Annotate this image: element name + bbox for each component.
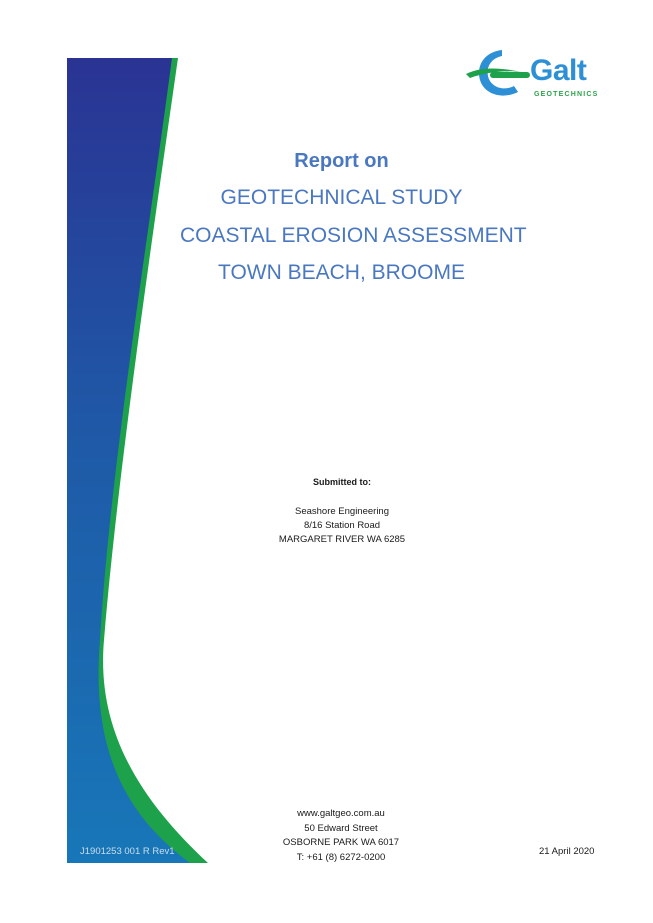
- company-phone: T: +61 (8) 6272-0200: [296, 851, 386, 863]
- title-line-2: COASTAL EROSION ASSESSMENT: [180, 224, 527, 247]
- company-contact-block: [238, 807, 444, 865]
- recipient-locality: MARGARET RIVER WA 6285: [278, 534, 406, 545]
- band-blue-shape: [67, 58, 190, 863]
- recipient-address: [232, 505, 452, 547]
- title-line-3: TOWN BEACH, BROOME: [218, 261, 465, 284]
- recipient-street: 8/16 Station Road: [303, 520, 381, 531]
- logo-subtitle: GEOTECHNICS: [534, 91, 599, 98]
- title-line-1: GEOTECHNICAL STUDY: [220, 186, 463, 209]
- logo-bar-icon: [490, 72, 530, 78]
- document-date: 21 April 2020: [539, 846, 595, 857]
- recipient-name: Seashore Engineering: [294, 506, 389, 517]
- submitted-to-label: Submitted to:: [313, 477, 371, 487]
- report-on-heading: Report on: [294, 150, 389, 172]
- document-reference: J1901253 001 R Rev1: [80, 846, 175, 857]
- company-street: 50 Edward Street: [304, 822, 378, 834]
- logo-wordmark: Galt: [530, 54, 587, 87]
- company-website: www.galtgeo.com.au: [297, 808, 385, 819]
- company-locality: OSBORNE PARK WA 6017: [282, 837, 400, 848]
